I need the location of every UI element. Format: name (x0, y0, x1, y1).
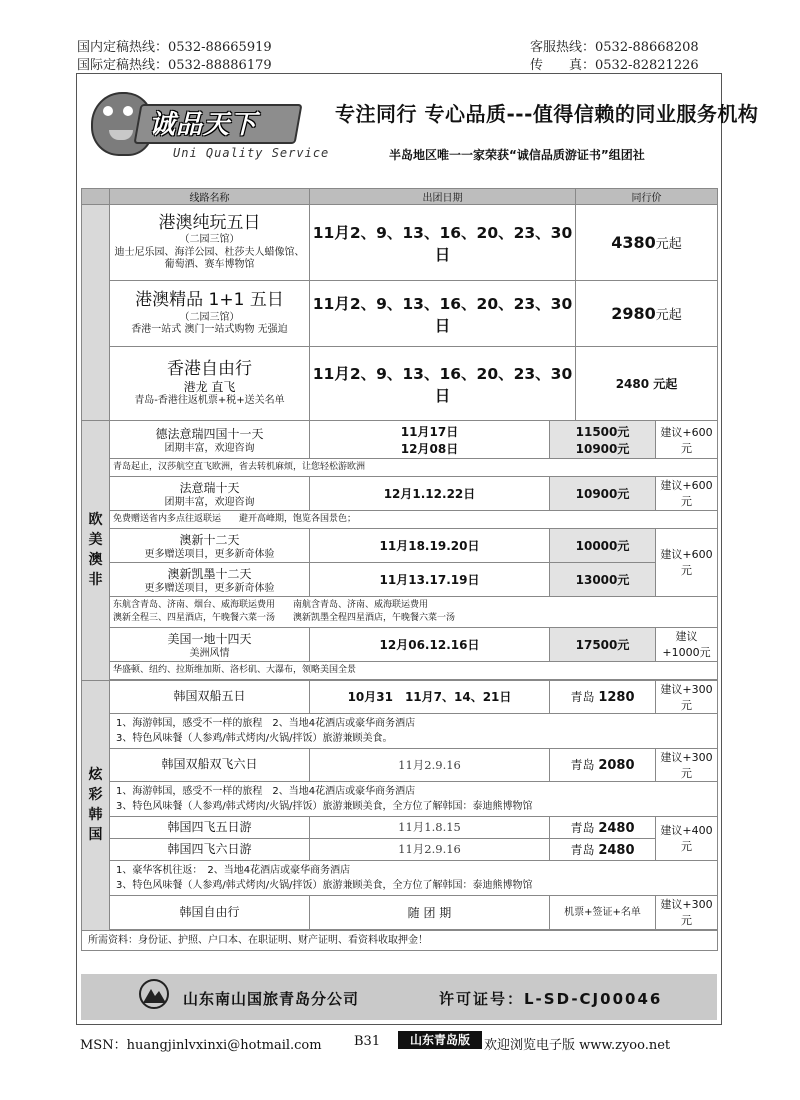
table-row (82, 477, 718, 511)
table-row (82, 562, 718, 596)
route-name: 香港自由行 (167, 359, 252, 380)
price-cell: 4380元起 (576, 205, 718, 281)
suggested-markup: 建议+1000元 (656, 627, 718, 661)
header-price: 同行价 (576, 189, 718, 205)
price-cell: 青岛 2080 (550, 748, 656, 781)
table-row (82, 627, 718, 661)
requirements-note: 所需资料：身份证、护照、户口本、在职证明、财产证明、看资料收取押金！ (82, 930, 718, 950)
suggested-markup: 建议+400元 (656, 816, 718, 860)
route-name: 韩国双船五日 (110, 680, 310, 713)
route-note: 1、海游韩国，感受不一样的旅程 2、当地4花酒店或豪华商务酒店 3、特色风味餐（人参鸡/韩式烤肉/火锅/拌饭）旅游兼顾美食。 (110, 713, 718, 748)
welcome-text: 欢迎浏览电子版 www.zyoo.net (484, 1038, 671, 1053)
departure-dates: 11月2、9、13、16、20、23、30日 (310, 347, 576, 421)
category-europe: 欧 美 澳 非 (82, 421, 110, 681)
license-number: 许可证号：L-SD-CJ00046 (439, 990, 663, 1008)
header-date: 出团日期 (310, 189, 576, 205)
suggested-markup: 建议+300元 (656, 748, 718, 781)
price-cell: 13000元 (550, 562, 656, 596)
departure-dates: 12月1.12.22日 (310, 477, 550, 511)
sub-slogan: 半岛地区唯一一家荣获“诚信品质游证书”组团社 (389, 148, 645, 162)
departure-dates: 11月13.17.19日 (310, 562, 550, 596)
route-note: 青岛起止，汉莎航空直飞欧洲，省去转机麻烦，让您轻松游欧洲 (110, 459, 718, 477)
price-cell: 10900元 (550, 477, 656, 511)
header (77, 74, 759, 184)
route-note: 1、海游韩国，感受不一样的旅程 2、当地4花酒店或豪华商务酒店 3、特色风味餐（人参鸡/韩式烤肉/火锅/拌饭）旅游兼顾美食，全方位了解韩国：泰迪熊博物馆 (110, 781, 718, 816)
table-row (82, 781, 718, 816)
table-row (82, 510, 718, 528)
price-cell: 11500元 10900元 (550, 421, 656, 459)
route-name: 韩国四飞六日游 (110, 838, 310, 860)
departure-dates: 11月2.9.16 (310, 838, 550, 860)
route-note: 免费赠送省内多点往返联运 避开高峰期，饱览各国景色； (110, 510, 718, 528)
price-cell: 2480 元起 (576, 347, 718, 421)
category-hk (82, 205, 110, 421)
domestic-hotline: 国内定稿热线：0532-88665919 (77, 40, 272, 55)
suggested-markup: 建议+600元 (656, 528, 718, 596)
price-cell: 青岛 1280 (550, 680, 656, 713)
table-row (82, 895, 718, 929)
logo-subtitle: Uni Quality Service (173, 146, 330, 160)
departure-dates: 11月18.19.20日 (310, 528, 550, 562)
edition-badge: 山东青岛版 (398, 1031, 482, 1049)
price-cell: 10000元 (550, 528, 656, 562)
suggested-markup: 建议+300元 (656, 895, 718, 929)
page-number: B31 (354, 1034, 381, 1049)
logo-text: 诚品天下 (149, 110, 258, 140)
table-row (82, 596, 718, 627)
route-name: 韩国自由行 (110, 895, 310, 929)
price-cell: 青岛 2480 (550, 838, 656, 860)
company-name: 山东南山国旅青岛分公司 (183, 990, 360, 1008)
price-cell: 青岛 2480 (550, 816, 656, 838)
table-row (82, 528, 718, 562)
suggested-markup: 建议+300元 (656, 680, 718, 713)
route-name-cell: 澳新凯墨十二天 更多赠送项目，更多新奇体验 (110, 562, 310, 596)
price-cell: 机票+签证+名单 (550, 895, 656, 929)
category-korea: 炫 彩 韩 国 (82, 680, 110, 930)
price-cell: 2980元起 (576, 281, 718, 347)
route-note: 1、豪华客机往返： 2、当地4花酒店或豪华商务酒店 3、特色风味餐（人参鸡/韩式烤肉/火锅/拌饭）旅游兼顾美食，全方位了解韩国：泰迪熊博物馆 (110, 860, 718, 895)
slogan: 专注同行 专心品质---值得信赖的同业服务机构 (335, 102, 759, 126)
advert-frame (76, 73, 759, 1025)
departure-dates: 11月2、9、13、16、20、23、30日 (310, 281, 576, 347)
table-row (82, 347, 718, 421)
route-name-cell: 港澳纯玩五日 （二园三馆） 迪士尼乐园、海洋公园、杜莎夫人蜡像馆、葡萄酒、赛车博物馆 (110, 205, 310, 281)
route-name-cell: 港澳精品 1+1 五日 （二园三馆） 香港一站式 澳门一站式购物 无强迫 (110, 281, 310, 347)
route-name-cell: 德法意瑞四国十一天 团期丰富，欢迎咨询 (110, 421, 310, 459)
route-name: 港澳纯玩五日 (158, 213, 261, 234)
route-name: 韩国双船双飞六日 (110, 748, 310, 781)
departure-dates: 随 团 期 (310, 895, 550, 929)
table-row (82, 421, 718, 459)
table-row (82, 748, 718, 781)
suggested-markup: 建议+600元 (656, 477, 718, 511)
departure-dates: 12月06.12.16日 (310, 627, 550, 661)
departure-dates: 10月31 11月7、14、21日 (310, 680, 550, 713)
msn-contact: MSN：huangjinlvxinxi@hotmail.com (80, 1038, 322, 1053)
table-row (82, 205, 718, 281)
table-row (82, 860, 718, 895)
table-row (82, 713, 718, 748)
header-route: 线路名称 (110, 189, 310, 205)
route-name: 港澳精品 1+1 五日 (135, 290, 284, 311)
table-row (82, 838, 718, 860)
departure-dates: 11月2.9.16 (310, 748, 550, 781)
route-name-cell: 美国一地十四天 美洲风情 (110, 627, 310, 661)
fax-number: 传 真：0532-82821226 (530, 58, 699, 73)
table-header-row (82, 189, 718, 205)
route-name-cell: 澳新十二天 更多赠送项目，更多新奇体验 (110, 528, 310, 562)
table-row (82, 930, 718, 950)
price-cell: 17500元 (550, 627, 656, 661)
departure-dates: 11月1.8.15 (310, 816, 550, 838)
route-table (81, 188, 718, 951)
route-name-cell: 香港自由行 港龙 直飞 青岛-香港往返机票+税+送关名单 (110, 347, 310, 421)
table-row (82, 816, 718, 838)
route-name: 韩国四飞五日游 (110, 816, 310, 838)
intl-hotline: 国际定稿热线：0532-88886179 (77, 58, 272, 73)
route-note: 东航含青岛、济南、烟台、威海联运费用 南航含青岛、济南、威海联运费用 澳新全程三、四星酒店，午晚餐六菜一汤 澳新凯墨全程四星酒店，午晚餐六菜一汤 (110, 596, 718, 627)
route-name-cell: 法意瑞十天 团期丰富，欢迎咨询 (110, 477, 310, 511)
suggested-markup: 建议+600元 (656, 421, 718, 459)
service-hotline: 客服热线：0532-88668208 (530, 40, 699, 55)
departure-dates: 11月2、9、13、16、20、23、30日 (310, 205, 576, 281)
table-row (82, 281, 718, 347)
table-row (82, 661, 718, 679)
table-row (82, 459, 718, 477)
mountain-logo-icon (137, 979, 171, 1009)
table-row (82, 680, 718, 713)
route-note: 华盛顿、纽约、拉斯维加斯、洛杉矶、大瀑布，领略美国全景 (110, 661, 718, 679)
departure-dates: 11月17日 12月08日 (310, 421, 550, 459)
